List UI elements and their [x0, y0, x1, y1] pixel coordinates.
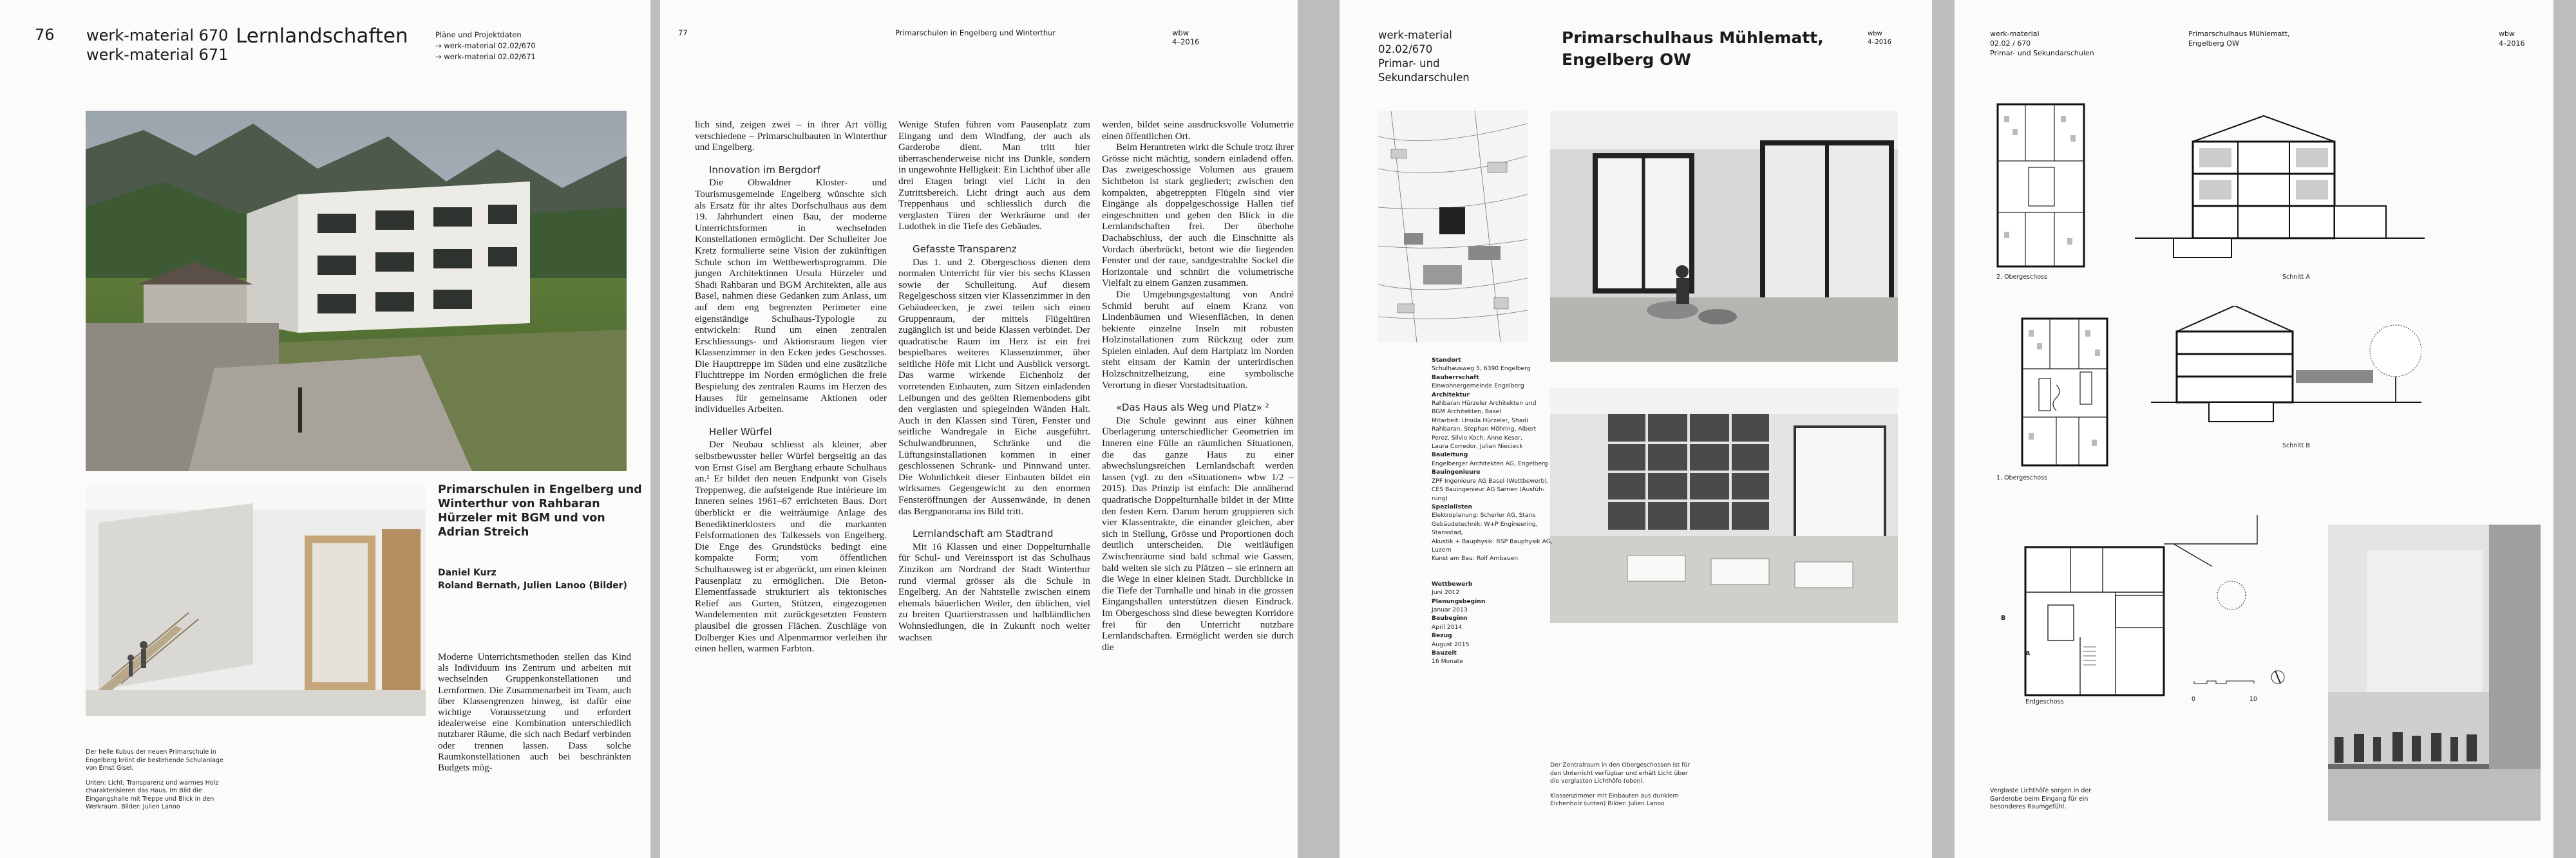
- section-b-drawing: [2151, 306, 2421, 434]
- label-ground-floor: Erdgeschoss: [2025, 698, 2064, 705]
- series-line: werk-material: [1990, 30, 2040, 38]
- photo-central-room: [1550, 111, 1898, 362]
- series-line: werk-material 671: [86, 46, 229, 64]
- timeline-value: August 2015: [1432, 640, 1470, 648]
- data-value: BGM Architekten, Basel: [1432, 408, 1501, 416]
- magazine-name: wbw: [1172, 28, 1189, 37]
- data-label: Bauleitung: [1432, 451, 1468, 459]
- page-project-data: [1340, 0, 1932, 858]
- body-paragraph: Das 1. und 2. Obergeschoss dienen dem normalen Unterricht für vier bis sechs Klassen sowie der Schulleitung. Auf diesem Regelgeschoss sitzen vier Klassenzimmer in den Gebäudeecken, je zwei teilen sich einen Gruppenraum, der mittels Flügeltüren zugänglich ist und beide Klassen verbindet. Der quadratische Raum im Herz ist ein frei bespielbares weiteres Klassenzimmer, über seitliche Höfe mit Licht und Ausblick versorgt. Das warme wirkende Eichenholz der vorretenden Einbauten, zum Sitzen einladenden Leibungen und des geölten Riemenbodens gibt den verglasten und spiegelnden Wänden Halt. Auch in den Klassen sind Türen, Fenster und seitliche Wandregale in Eiche ausgeführt. Schulwandbrunnen, Schränke und die Lüftungsinstallationen kommen in einer geschlossenen Schrank- und Pinnwand unter. Die Wohnlichkeit dieser Einbauten bildet ein wirksames Gegengewicht zu den enormen Fensteröffnungen der Aussenwände, in denen das Bergpanorama ins Bild tritt.: [898, 256, 1090, 517]
- spacer: [1432, 563, 1573, 580]
- running-title: Primarschulen in Engelberg und Winterthur: [895, 28, 1056, 37]
- data-label: Spezialisten: [1432, 503, 1473, 510]
- data-value: Rahbaran, Stephan Möhring, Albert: [1432, 425, 1537, 433]
- interior-photo-entrance-hall: [86, 484, 426, 716]
- label-section-a: Schnitt A: [2282, 274, 2310, 281]
- timeline-label: Bezug: [1432, 632, 1452, 640]
- series-line: werk-material 670: [86, 26, 229, 44]
- title-line: Engelberg OW: [2188, 39, 2239, 48]
- issue-number: 4–2016: [1172, 37, 1200, 46]
- subheading: Heller Würfel: [709, 425, 772, 438]
- marker-a: A: [2025, 650, 2031, 657]
- timeline-label: Wettbewerb: [1432, 580, 1473, 588]
- magazine-name: wbw: [2499, 30, 2515, 38]
- label-1st-upper: 1. Obergeschoss: [1996, 474, 2047, 481]
- body-paragraph: Die Schule gewinnt aus einer kühnen Überlagerung unterschiedlicher Geometrien im Inneren eine Fülle an räumlichen Situationen, die das ganze Haus zu einer abwechslungsreichen Lernlandschaft werden lassen (vgl. zu den «Situationen» wbw 1/2 – 2015). Das Prinzip ist einfach: Die annähernd quadratische Doppelturnhalle bildet in der Mitte den festen Kern. Darum herum gruppieren sich vier Klassentrakte, die einander gleichen, aber sich in Stellung, Grösse und Proportionen doch deutlich unterscheiden. Die weitläufigen Zwischenräume sind bald schmal wie Gassen, bald weiten sie sich zu Plätzen – sie erinnern an die Wege in einer kleinen Stadt. Durchblicke in die Tiefe der Turnhalle und hinab in die grossen Eingangshallen unterstützen diesen Eindruck. Im Obergeschoss sind diese bewegten Korridore frei für den Unterricht nutzbare Lernlandschaften. Ermöglicht werden sie durch die: [1102, 415, 1294, 653]
- body-paragraph: werden, bildet seine ausdrucksvolle Volumetrie einen öffentlichen Ort.: [1102, 119, 1294, 142]
- project-title: [2188, 29, 2290, 48]
- page-77: [660, 0, 1298, 858]
- series-line: 02.02/670: [1378, 43, 1433, 55]
- issue-label: [1172, 28, 1199, 46]
- timeline-label: Bauzeit: [1432, 649, 1457, 657]
- scale-end: 10: [2249, 696, 2258, 703]
- text-column-3: [1102, 119, 1294, 653]
- data-value: Kunst am Bau: Rolf Ambauen: [1432, 555, 1519, 563]
- data-value: Einwohnergemeinde Engelberg: [1432, 382, 1524, 390]
- photo-credits: Roland Bernath, Julien Lanoo (Bilder): [438, 581, 627, 591]
- data-value: Perez, Silvio Koch, Anne Keser,: [1432, 434, 1522, 442]
- data-value: Laura Corredor, Julian Niecieck: [1432, 443, 1523, 451]
- page-plans: [1955, 0, 2553, 858]
- issue-label: [2499, 29, 2525, 48]
- data-value: Mitarbeit: Ursula Hürzeler, Shadi: [1432, 416, 1528, 424]
- data-label: Bauingenieure: [1432, 469, 1481, 476]
- body-paragraph: Die Umgebungsgestaltung von André Schmid beruht auf einem Kranz von Lindenbäumen und Wiesenflächen, in denen bekiente einzelne Inseln mit robusten Holzinstallationen zum Rückzug oder zum Spielen einladen. Auf dem Hartplatz im Norden steht einsam der Kamin der unterirdischen Holzschnitzelheizung, eine symbolische Verortung in dieser Vorstadtsituation.: [1102, 288, 1294, 391]
- data-label: Standort: [1432, 357, 1461, 364]
- subheading: Lernlandschaft am Stadtrand: [913, 528, 1054, 540]
- page-number: 76: [35, 26, 55, 44]
- series-label: [86, 26, 228, 64]
- body-paragraph: Die Obwaldner Kloster- und Tourismusgemeinde Engelberg wünschte sich als Ersatz für ihr altes Dorfschulhaus aus dem 19. Jahrhundert einen Bau, der moderne Unterrichtsformen in wechselnden Konstellationen ermöglicht. Der Schulleiter Joe Kretz formulierte seine Vision der zukünftigen Schule schon im Wettbewerbsprogramm. Die jungen Architektinnen Ursula Hürzeler und Shadi Rahbaran und BGM Architekten, alle aus Basel, nahmen diese Gedanken zum Anlass, um auf dem eng begrenzten Perimeter eine eigenständige Schulhaus-Typologie zu entwickeln: Rund um einen zentralen Erschliessungs- und Aktionsraum liegen vier Klassenzimmer in den Ecken jedes Geschosses. Die Haupttreppe im Süden und eine zusätzliche Fluchttreppe im Norden ermöglichen die freie Bespielung des zentralen Raums im Herzen des Hauses für gemeinsame Aktionen oder individuelles Arbeiten.: [695, 177, 887, 415]
- title-line: Engelberg OW: [1562, 50, 1691, 69]
- body-paragraph: Beim Herantreten wirkt die Schule trotz ihrer Grösse nicht mächtig, sondern einladend offen. Das zweigeschossige Volumen aus grauem Sichtbeton ist stark gegliedert; zwischen den kompakten, abgetreppten Flügeln sind vier Eingänge als doppelgeschossige Hallen tief eingeschnitten und geben den Blick in die Lernlandschaften frei. Der überhohe Dachabschluss, der auch die Einschnitte als Vordach überbrückt, betont wie die liegenden Fenster und der raue, sandgestrahlte Sockel die Horizontale und schnürt die volumetrische Vielfalt zu einem Ganzen zusammen.: [1102, 142, 1294, 289]
- floor-plan-ground: [2000, 515, 2302, 702]
- floor-plan-2nd-upper: [1996, 103, 2087, 269]
- subheading: Gefasste Transparenz: [913, 243, 1017, 255]
- timeline-label: Baubeginn: [1432, 615, 1468, 622]
- text-column-1: [695, 119, 887, 655]
- caption-top: Der helle Kubus der neuen Primarschule in Engelberg krönt die bestehende Schulanlage von Ernst Gisel.: [86, 749, 223, 772]
- photo-classroom: [1550, 388, 1898, 623]
- photo-caption: Verglaste Lichthöfe sorgen in der Garderobe beim Eingang für ein besonderes Raumgefühl.: [1990, 787, 2092, 810]
- data-value: Engelberger Architekten AG, Engelberg: [1432, 460, 1548, 467]
- data-value: Schulhausweg 5, 6390 Engelberg: [1432, 365, 1531, 373]
- project-title: [1562, 27, 1824, 71]
- label-2nd-upper: 2. Obergeschoss: [1996, 274, 2047, 281]
- page-76: [0, 0, 650, 858]
- data-value: Gebäudetechnik: W+P Engineering,: [1432, 520, 1538, 528]
- body-paragraph: Wenige Stufen führen vom Pausenplatz zum Eingang und dem Windfang, der auch als Garderobe dient. Man tritt hier überraschenderweise nicht ins Dunkle, sondern in ungewohnte Helligkeit: Ein Lichthof über alle drei Etagen bringt viel Licht in den Zutrittsbereich. Licht dringt auch aus dem Treppenhaus und schliesslich durch die verglasten Türen der Werkräume und der Ludothek in die Tiefe des Gebäudes.: [898, 119, 1090, 232]
- photo-caption: [86, 749, 232, 812]
- byline: [438, 566, 644, 592]
- timeline-value: April 2014: [1432, 623, 1463, 631]
- series-line: Primar- und Sekundarschulen: [1990, 49, 2094, 57]
- article-title: Primarschulen in Engelberg und Winterthur von Rahbaran Hürzeler mit BGM und von Adrian Streich: [438, 483, 642, 539]
- lead-text: Moderne Unterrichtsmethoden stellen das Kind als Individuum ins Zentrum und arbeiten mit wechselnden Gruppenkonstellationen und Lernformen. Die Zusammenarbeit im Team, auch über Klassengrenzen hinweg, ist dafür eine wichtige Voraussetzung und erfordert idealerweise eine Kombination unterschiedlich nutzbarer Räume, die sich nach Bedarf verbinden oder trennen lassen. Dass solche Raumkonstellationen auch bei beschränkten Budgets mög-: [438, 652, 631, 774]
- hero-photo-school-exterior: [86, 111, 627, 471]
- scale-start: 0: [2192, 696, 2196, 703]
- plans-link[interactable]: → werk-material 02.02/671: [435, 52, 536, 61]
- body-paragraph: lich sind, zeigen zwei – in ihrer Art völlig verschiedene – Primarschulbauten in Winterthur und Engelberg.: [695, 119, 887, 153]
- section-a-drawing: [2135, 109, 2425, 261]
- series-line: Primar- und: [1378, 57, 1440, 70]
- subheading: Innovation im Bergdorf: [709, 163, 820, 176]
- timeline-value: Januar 2013: [1432, 606, 1468, 613]
- subheading: «Das Haus als Weg und Platz» ²: [1116, 402, 1269, 414]
- series-label: [1990, 29, 2094, 58]
- author: Daniel Kurz: [438, 568, 497, 578]
- data-value: CES Bauingenieur AG Sarnen (Ausfüh-: [1432, 486, 1545, 494]
- series-label: [1378, 28, 1470, 85]
- caption-top: Der Zentralraum in den Obergeschossen ist für den Unterricht verfügbar und erhält Licht über die verglasten Lichthöfe (oben).: [1550, 761, 1690, 785]
- data-value: Luzern: [1432, 546, 1452, 554]
- body-paragraph: Mit 16 Klassen und einer Doppelturnhalle für Schul- und Vereinssport ist das Schulhaus Zinzikon am Nordrand der Stadt Winterthur rund viermal grösser als die Schule in Engelberg. An der Nahtstelle zwischen einem ehemals bäuerlichen Weiler, den üblichen, viel zu breiten Quartierstrassen und halbländlichen Wohnsiedlungen, die in Zukunft noch weiter wachsen: [898, 541, 1090, 643]
- data-label: Architektur: [1432, 391, 1470, 398]
- caption-bottom: Klassenzimmer mit Einbauten aus dunklem Eichenholz (unten) Bilder: Julien Lanoo: [1550, 792, 1679, 807]
- data-value: rung): [1432, 494, 1448, 502]
- data-value: Akustik + Bauphysik: RSP Bauphysik AG,: [1432, 537, 1553, 545]
- timeline-value: Juni 2012: [1432, 589, 1460, 597]
- plans-link[interactable]: → werk-material 02.02/670: [435, 41, 536, 50]
- plans-heading: Pläne und Projektdaten: [435, 30, 522, 39]
- series-line: 02.02 / 670: [1990, 39, 2031, 48]
- data-label: Bauherrschaft: [1432, 373, 1479, 381]
- timeline-label: Planungsbeginn: [1432, 597, 1486, 605]
- body-paragraph: Der Neubau schliesst als kleiner, aber selbstbewusster heller Würfel bergseitig an das von Ernst Gisel am Berghang erbaute Schulhaus an.¹ Er bildet den neuen Endpunkt von Gisels Treppenweg, die aufsteigende Rue intérieure im Inneren seines 1961–67 errichteten Baus. Dort überblickt er die weiträumige Anlage des Benediktinerklosters und die markanten Felsformationen des Talkessels von Engelberg. Die Enge des Grundstücks bedingt eine kompakte Form; vom öffentlichen Schulhausweg ist er abgerückt, um einen kleinen Pausenplatz zu ermöglichen. Die Beton-Elementfassade strukturiert als tektonisches Relief aus Gurten, Stützen, eingezogenen Wandelementen mit zurückgesetzten Fenstern plausibel die grossen Flächen. Zuschläge von Dolberger Kies und Alpenmarmor verleihen ihr einen hellen, warmen Farbton.: [695, 439, 887, 655]
- timeline-value: 16 Monate: [1432, 658, 1463, 666]
- title-line: Primarschulhaus Mühlematt,: [2188, 30, 2290, 38]
- floor-plan-1st-upper: [2021, 317, 2108, 467]
- series-line: werk-material: [1378, 29, 1452, 41]
- page-number: 77: [678, 28, 688, 37]
- data-value: Elektroplanung: Scherler AG, Stans: [1432, 512, 1536, 519]
- photo-caption: [1550, 761, 1692, 808]
- section-title: Lernlandschaften: [236, 24, 408, 48]
- lead-paragraph: [438, 652, 631, 774]
- data-value: Stansstad,: [1432, 529, 1463, 537]
- issue-number: 4–2016: [1868, 39, 1891, 46]
- issue-number: 4–2016: [2499, 39, 2525, 48]
- title-line: Primarschulhaus Mühlematt,: [1562, 28, 1824, 47]
- magazine-name: wbw: [1868, 30, 1882, 37]
- series-line: Sekundarschulen: [1378, 71, 1470, 84]
- text-column-2: [898, 119, 1090, 643]
- photo-garderobe: [2328, 525, 2541, 821]
- marker-b: B: [2001, 615, 2006, 622]
- issue-label: [1868, 30, 1891, 46]
- caption-bottom: Unten: Licht, Transparenz und warmes Holz charakterisieren das Haus. Im Bild die Eingangshalle mit Treppe und Blick in den Werkraum. Bilder: Julien Lanoo: [86, 779, 219, 810]
- label-section-b: Schnitt B: [2282, 442, 2310, 449]
- project-data-list: [1432, 356, 1573, 666]
- data-value: ZPF Ingenieure AG Basel (Wettbewerb),: [1432, 477, 1549, 485]
- data-value: Rahbaran Hürzeler Architekten und: [1432, 400, 1537, 407]
- plans-note: [435, 30, 536, 62]
- site-plan-drawing: [1378, 111, 1528, 342]
